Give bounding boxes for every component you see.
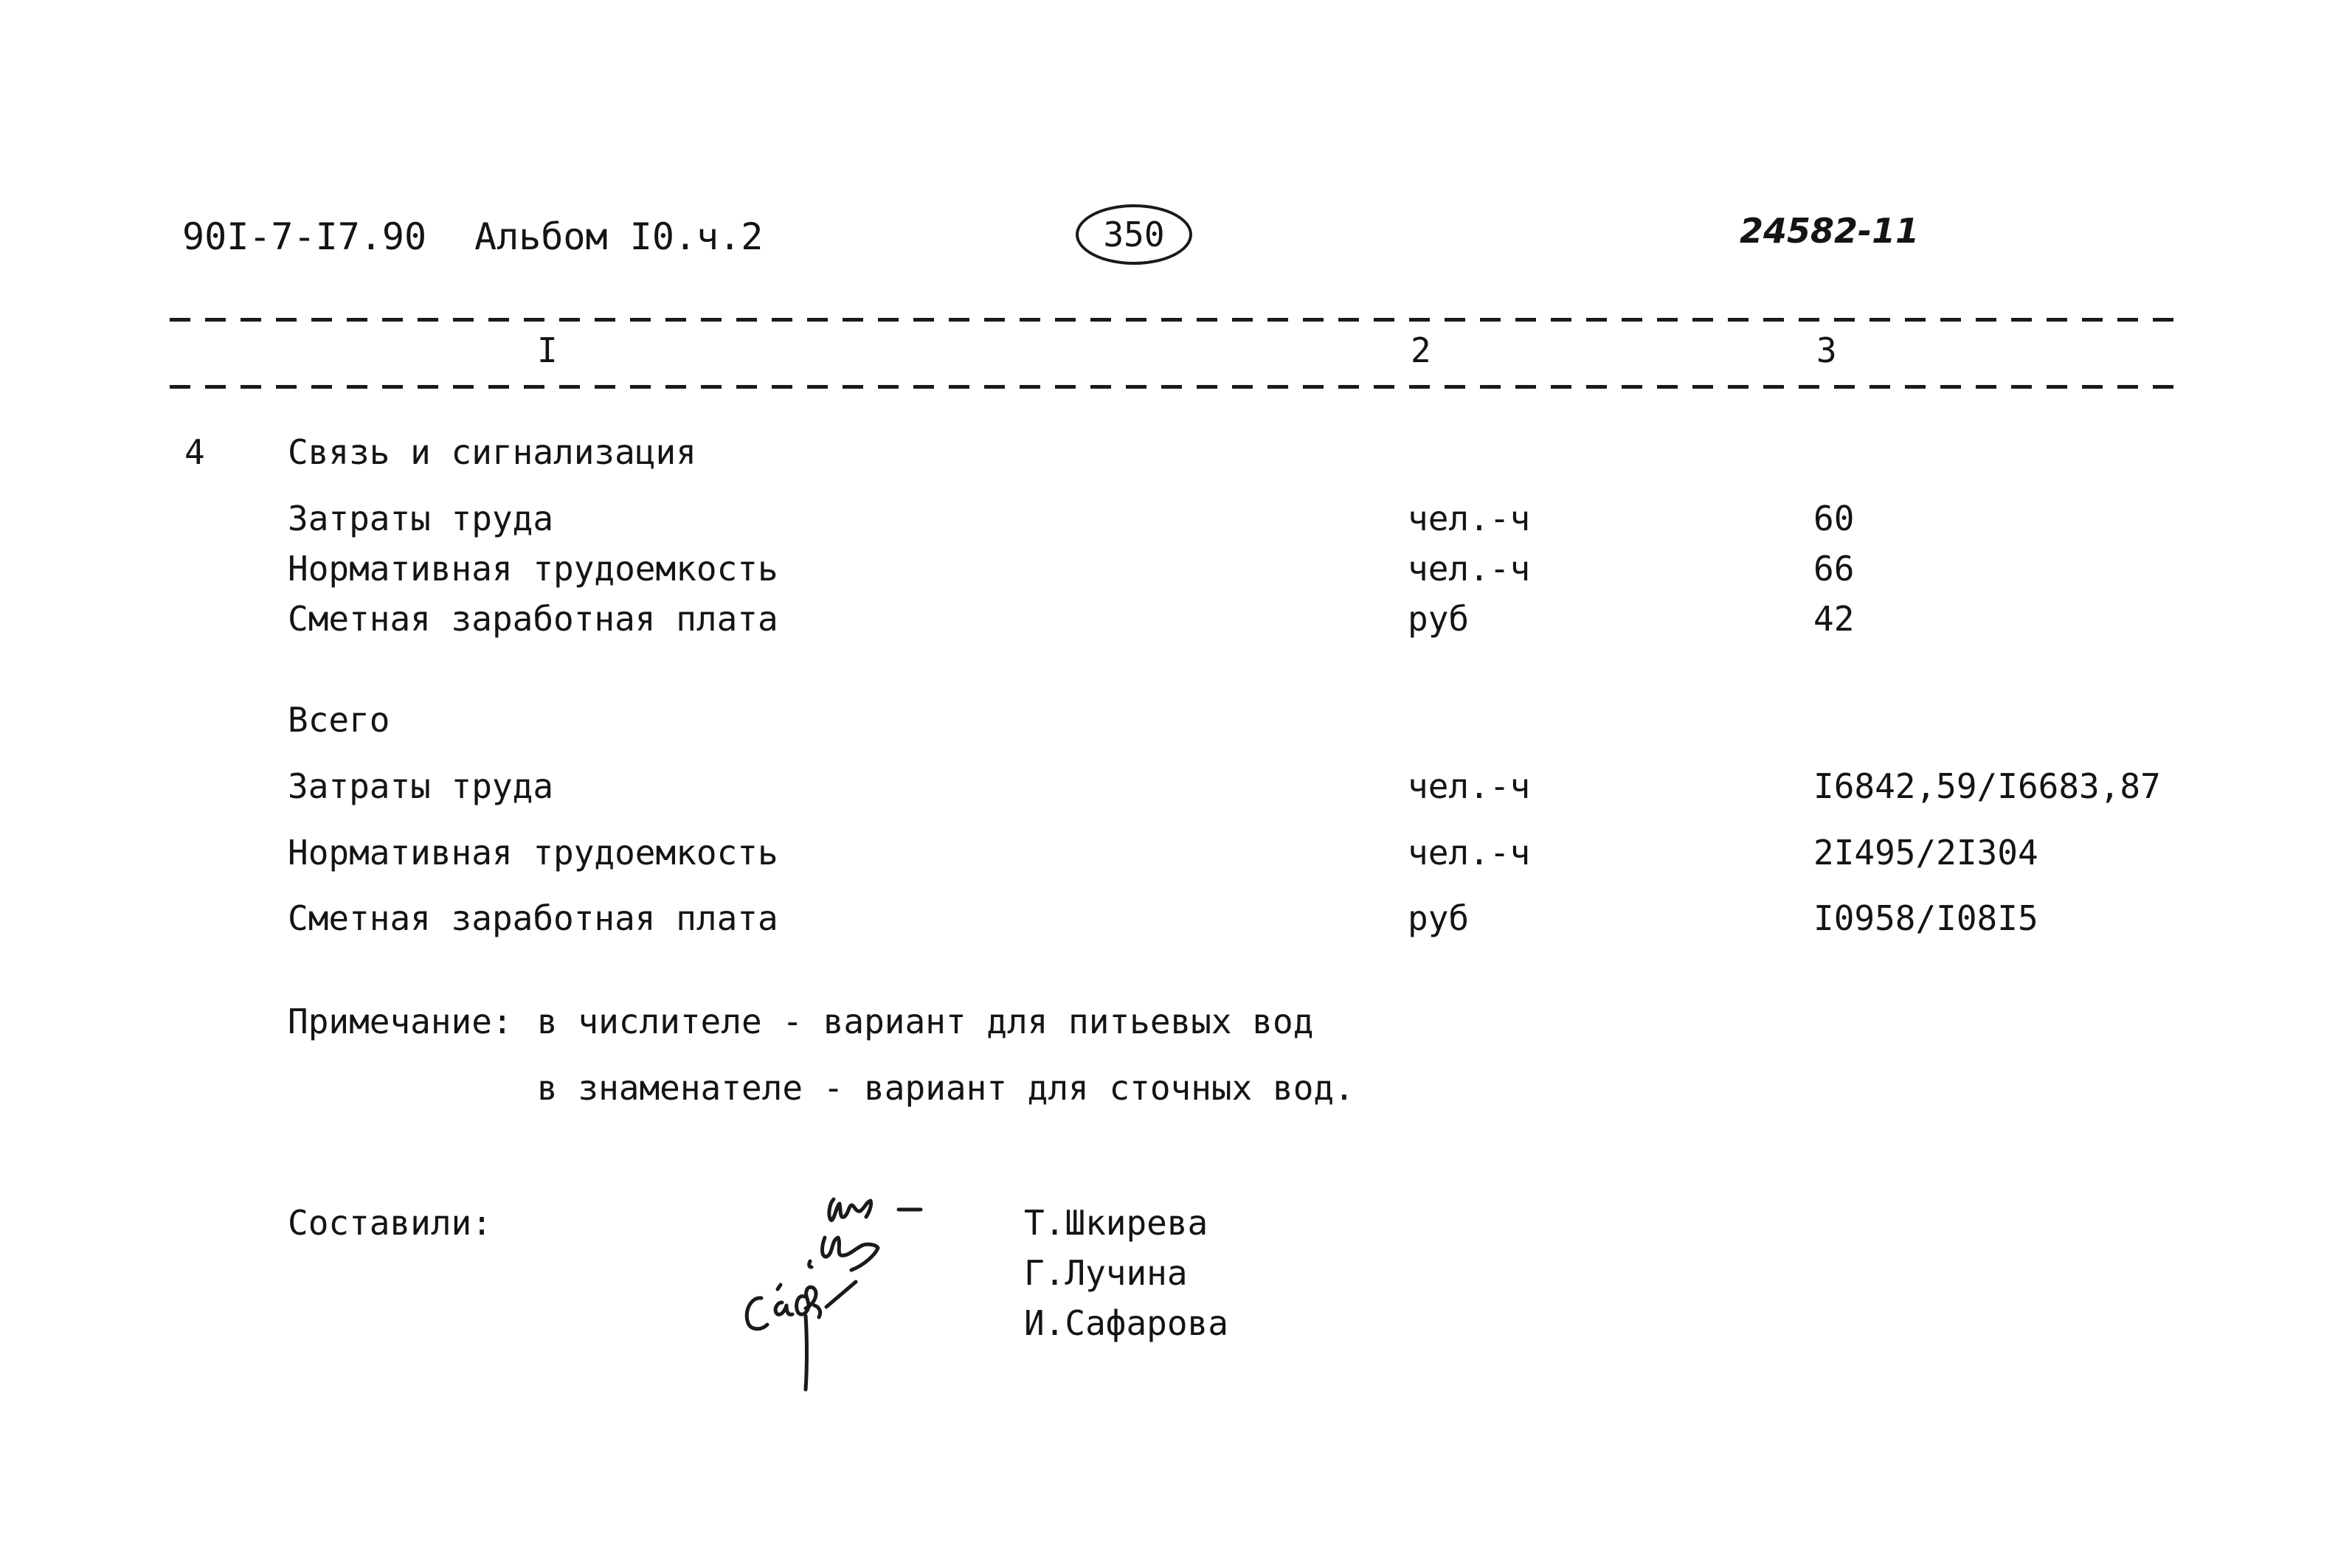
compiler-name: И.Сафарова — [1024, 1303, 1228, 1343]
section-row-value: 66 — [1813, 549, 1855, 589]
section-row-unit: чел.-ч — [1408, 549, 1531, 589]
section-row-value: 42 — [1813, 599, 1855, 639]
compiler-name: Г.Лучина — [1024, 1253, 1188, 1293]
table-top-divider — [170, 318, 2188, 322]
column-header-2: 2 — [1411, 330, 1431, 370]
section-number: 4 — [184, 432, 205, 472]
inventory-number: 24582-11 — [1740, 211, 1920, 251]
page-number — [1076, 204, 1192, 265]
column-header-3: 3 — [1816, 330, 1837, 370]
section-row-unit: чел.-ч — [1408, 499, 1531, 538]
section-row-unit: руб — [1408, 599, 1470, 639]
document-code: 90I-7-I7.90 — [182, 215, 427, 258]
section-row-label: Нормативная трудоемкость — [288, 549, 778, 589]
total-row-value: 2I495/2I304 — [1813, 833, 2038, 873]
total-row-label: Нормативная трудоемкость — [288, 833, 778, 873]
total-row-unit: чел.-ч — [1408, 766, 1531, 806]
note-line-1: в числителе - вариант для питьевых вод — [537, 1002, 1314, 1041]
total-row-unit: чел.-ч — [1408, 833, 1531, 873]
section-row-label: Затраты труда — [288, 499, 554, 538]
total-title: Всего — [288, 700, 390, 740]
album-label: Альбом I0.ч.2 — [474, 215, 764, 258]
section-row-label: Сметная заработная плата — [288, 599, 778, 639]
compiled-label: Составили: — [288, 1203, 492, 1243]
handwritten-signatures — [723, 1173, 937, 1394]
total-row-label: Затраты труда — [288, 766, 554, 806]
note-label: Примечание: — [288, 1002, 513, 1041]
page-number-text: 350 — [1103, 215, 1165, 254]
compiler-name: Т.Шкирева — [1024, 1203, 1208, 1243]
total-row-label: Сметная заработная плата — [288, 898, 778, 938]
total-row-unit: руб — [1408, 898, 1470, 938]
total-row-value: I6842,59/I6683,87 — [1813, 766, 2161, 806]
column-header-1: I — [537, 330, 558, 370]
total-row-value: I0958/I08I5 — [1813, 898, 2038, 938]
note-line-2: в знаменателе - вариант для сточных вод. — [537, 1068, 1355, 1108]
table-header-divider — [170, 385, 2188, 389]
section-row-value: 60 — [1813, 499, 1855, 538]
section-title: Связь и сигнализация — [288, 432, 696, 472]
